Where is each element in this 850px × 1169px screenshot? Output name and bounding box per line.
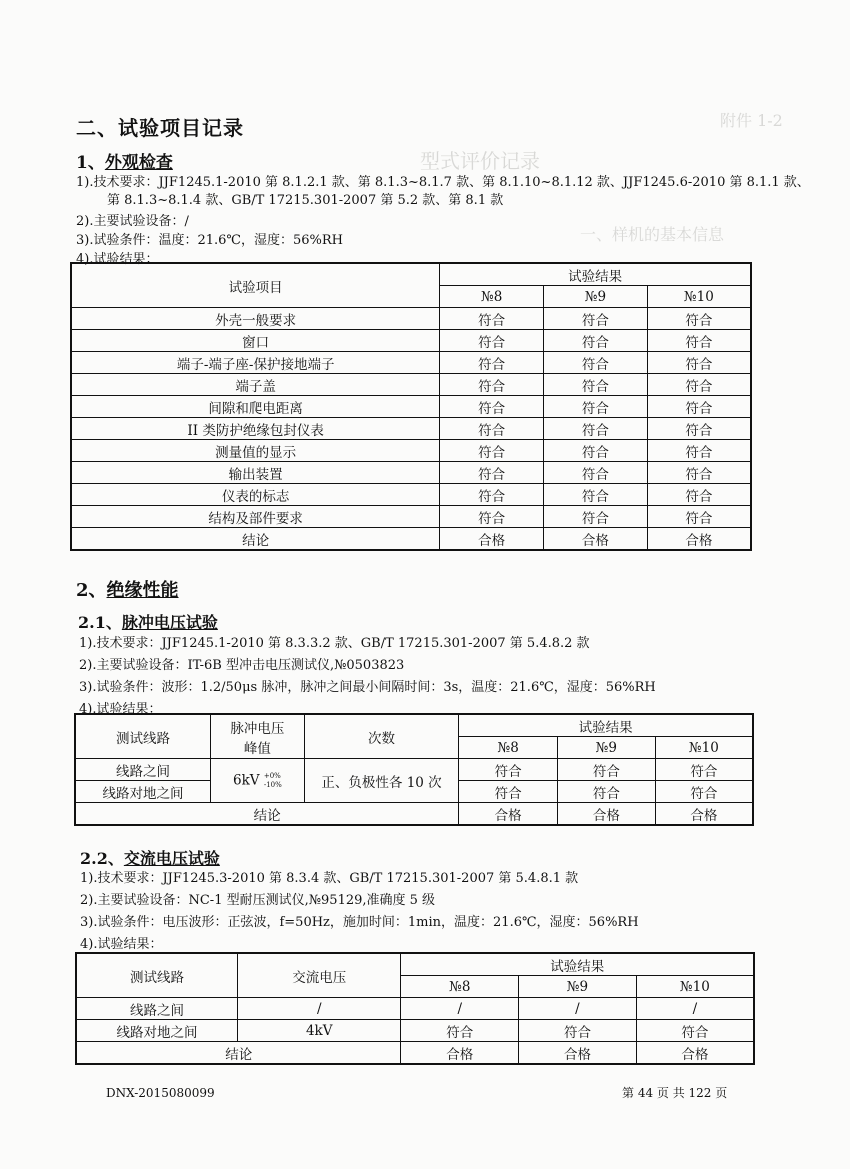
conclusion-cell: 合格 bbox=[401, 1042, 519, 1065]
result-cell: / bbox=[519, 998, 637, 1020]
conclusion-cell: 合格 bbox=[440, 528, 544, 551]
subsection-title-insulation: 2、绝缘性能 bbox=[76, 580, 179, 601]
table-row bbox=[71, 396, 751, 418]
result-cell: 符合 bbox=[440, 440, 544, 462]
result-cell: / bbox=[636, 998, 754, 1020]
result-cell: 符合 bbox=[544, 374, 648, 396]
tech-requirement: 1).技术要求：JJF1245.1-2010 第 8.1.2.1 款、第 8.1.3~8.1.7 款、第 8.1.10~8.1.12 款、JJF1245.6-2010 第 8.1.1 款、 bbox=[76, 175, 810, 190]
result-cell: 符合 bbox=[558, 759, 656, 781]
header-sample: №8 bbox=[440, 286, 544, 308]
subsection-title-appearance: 1、外观检查 bbox=[76, 153, 173, 173]
table-header-row bbox=[75, 714, 753, 737]
header-sample: №10 bbox=[647, 286, 751, 308]
table-row bbox=[71, 484, 751, 506]
voltage-cell: 6kV +0% -10% bbox=[211, 759, 305, 803]
conclusion-cell: 合格 bbox=[647, 528, 751, 551]
result-cell: 符合 bbox=[440, 374, 544, 396]
row-item: 仪表的标志 bbox=[71, 484, 440, 506]
conclusion-cell: 合格 bbox=[636, 1042, 754, 1065]
conclusion-row bbox=[76, 1042, 754, 1065]
table-row bbox=[71, 330, 751, 352]
header-sample: №9 bbox=[558, 737, 656, 759]
conclusion-label: 结论 bbox=[75, 803, 459, 826]
table-row bbox=[71, 462, 751, 484]
result-cell: 符合 bbox=[647, 506, 751, 528]
count-cell: 正、负极性各 10 次 bbox=[304, 759, 459, 803]
table-row bbox=[75, 759, 753, 781]
result-cell: 符合 bbox=[544, 330, 648, 352]
result-cell: 符合 bbox=[440, 330, 544, 352]
result-cell: 符合 bbox=[647, 396, 751, 418]
results-label: 4).试验结果： bbox=[80, 937, 163, 952]
conclusion-cell: 合格 bbox=[558, 803, 656, 826]
header-test-item: 试验项目 bbox=[71, 263, 440, 308]
result-cell: 符合 bbox=[440, 484, 544, 506]
result-cell: 符合 bbox=[647, 352, 751, 374]
header-test-line: 测试线路 bbox=[75, 714, 211, 759]
header-count: 次数 bbox=[304, 714, 459, 759]
row-item: 间隙和爬电距离 bbox=[71, 396, 440, 418]
conclusion-cell: 合格 bbox=[459, 803, 558, 826]
result-cell: 符合 bbox=[401, 1020, 519, 1042]
tech-requirement: 1).技术要求：JJF1245.3-2010 第 8.3.4 款、GB/T 17215.301-2007 第 5.4.8.1 款 bbox=[80, 871, 579, 886]
conclusion-row bbox=[71, 528, 751, 551]
header-test-results: 试验结果 bbox=[440, 263, 751, 286]
result-cell: 符合 bbox=[544, 396, 648, 418]
table-row bbox=[71, 352, 751, 374]
result-cell: 符合 bbox=[647, 462, 751, 484]
result-cell: 符合 bbox=[655, 759, 753, 781]
header-sample: №10 bbox=[636, 976, 754, 998]
table-row bbox=[76, 1020, 754, 1042]
tech-requirement-cont: 第 8.1.3~8.1.4 款、GB/T 17215.301-2007 第 5.2 款、第 8.1 款 bbox=[107, 193, 504, 208]
subsection-title-impulse: 2.1、脉冲电压试验 bbox=[78, 613, 218, 632]
show-through-mark: 附件 1-2 bbox=[720, 111, 783, 130]
header-impulse-voltage: 脉冲电压 峰值 bbox=[211, 714, 305, 759]
test-equipment: 2).主要试验设备：NC-1 型耐压测试仪,№95129,准确度 5 级 bbox=[80, 893, 436, 908]
row-item: 端子盖 bbox=[71, 374, 440, 396]
voltage-cell: / bbox=[237, 998, 401, 1020]
header-ac-voltage: 交流电压 bbox=[237, 953, 401, 998]
row-line: 线路之间 bbox=[75, 759, 211, 781]
test-conditions: 3).试验条件：波形：1.2/50μs 脉冲，脉冲之间最小间隔时间：3s，温度：21.6℃，湿度：56%RH bbox=[79, 680, 656, 695]
row-item: 结构及部件要求 bbox=[71, 506, 440, 528]
result-cell: 符合 bbox=[544, 308, 648, 330]
result-cell: 符合 bbox=[647, 374, 751, 396]
result-cell: 符合 bbox=[544, 418, 648, 440]
header-sample: №10 bbox=[655, 737, 753, 759]
table-row bbox=[71, 418, 751, 440]
row-item: 测量值的显示 bbox=[71, 440, 440, 462]
table-row bbox=[71, 506, 751, 528]
row-item: 端子-端子座-保护接地端子 bbox=[71, 352, 440, 374]
result-cell: 符合 bbox=[440, 418, 544, 440]
result-cell: 符合 bbox=[647, 308, 751, 330]
test-conditions: 3).试验条件：电压波形：正弦波，f=50Hz，施加时间：1min，温度：21.6℃，湿度：56%RH bbox=[80, 915, 639, 930]
result-cell: 符合 bbox=[647, 484, 751, 506]
table-row bbox=[71, 374, 751, 396]
test-equipment: 2).主要试验设备：IT-6B 型冲击电压测试仪,№0503823 bbox=[79, 658, 405, 673]
test-conditions: 3).试验条件：温度：21.6℃，湿度：56%RH bbox=[76, 233, 343, 248]
result-cell: 符合 bbox=[440, 308, 544, 330]
row-line: 线路对地之间 bbox=[76, 1020, 237, 1042]
show-through-mark: 型式评价记录 bbox=[420, 149, 540, 173]
conclusion-row bbox=[75, 803, 753, 826]
document-number: DNX-2015080099 bbox=[106, 1086, 215, 1100]
test-equipment: 2).主要试验设备：/ bbox=[76, 214, 189, 229]
result-cell: 符合 bbox=[544, 484, 648, 506]
voltage-cell: 4kV bbox=[237, 1020, 401, 1042]
row-line: 线路对地之间 bbox=[75, 781, 211, 803]
row-item: 输出装置 bbox=[71, 462, 440, 484]
conclusion-cell: 合格 bbox=[519, 1042, 637, 1065]
header-sample: №9 bbox=[544, 286, 648, 308]
conclusion-cell: 合格 bbox=[544, 528, 648, 551]
header-test-results: 试验结果 bbox=[401, 953, 754, 976]
ac-voltage-results-table bbox=[75, 952, 755, 1065]
result-cell: 符合 bbox=[647, 440, 751, 462]
conclusion-label: 结论 bbox=[76, 1042, 401, 1065]
result-cell: 符合 bbox=[544, 440, 648, 462]
header-sample: №8 bbox=[459, 737, 558, 759]
header-test-results: 试验结果 bbox=[459, 714, 753, 737]
row-item: 窗口 bbox=[71, 330, 440, 352]
row-line: 线路之间 bbox=[76, 998, 237, 1020]
tech-requirement: 1).技术要求：JJF1245.1-2010 第 8.3.3.2 款、GB/T 17215.301-2007 第 5.4.8.2 款 bbox=[79, 636, 590, 651]
results-label: 4).试验结果： bbox=[79, 702, 162, 717]
result-cell: 符合 bbox=[655, 781, 753, 803]
table-header-row bbox=[71, 263, 751, 286]
results-label: 4).试验结果： bbox=[76, 252, 159, 267]
impulse-results-table bbox=[74, 713, 754, 826]
result-cell: / bbox=[401, 998, 519, 1020]
result-cell: 符合 bbox=[519, 1020, 637, 1042]
result-cell: 符合 bbox=[459, 759, 558, 781]
table-row bbox=[71, 308, 751, 330]
page-number: 第 44 页 共 122 页 bbox=[622, 1086, 728, 1100]
conclusion-cell: 合格 bbox=[655, 803, 753, 826]
result-cell: 符合 bbox=[544, 506, 648, 528]
result-cell: 符合 bbox=[440, 506, 544, 528]
result-cell: 符合 bbox=[544, 352, 648, 374]
header-sample: №8 bbox=[401, 976, 519, 998]
result-cell: 符合 bbox=[636, 1020, 754, 1042]
header-test-line: 测试线路 bbox=[76, 953, 237, 998]
row-item: II 类防护绝缘包封仪表 bbox=[71, 418, 440, 440]
result-cell: 符合 bbox=[440, 352, 544, 374]
appearance-results-table bbox=[70, 262, 752, 551]
result-cell: 符合 bbox=[440, 462, 544, 484]
result-cell: 符合 bbox=[459, 781, 558, 803]
section-title: 二、试验项目记录 bbox=[76, 116, 244, 140]
table-row bbox=[71, 440, 751, 462]
result-cell: 符合 bbox=[544, 462, 648, 484]
result-cell: 符合 bbox=[647, 418, 751, 440]
result-cell: 符合 bbox=[647, 330, 751, 352]
table-row bbox=[76, 998, 754, 1020]
subsection-title-ac-voltage: 2.2、交流电压试验 bbox=[80, 849, 220, 868]
row-item: 外壳一般要求 bbox=[71, 308, 440, 330]
header-sample: №9 bbox=[519, 976, 637, 998]
conclusion-label: 结论 bbox=[71, 528, 440, 551]
result-cell: 符合 bbox=[558, 781, 656, 803]
result-cell: 符合 bbox=[440, 396, 544, 418]
table-header-row bbox=[76, 953, 754, 976]
show-through-mark: 一、样机的基本信息 bbox=[580, 225, 725, 244]
